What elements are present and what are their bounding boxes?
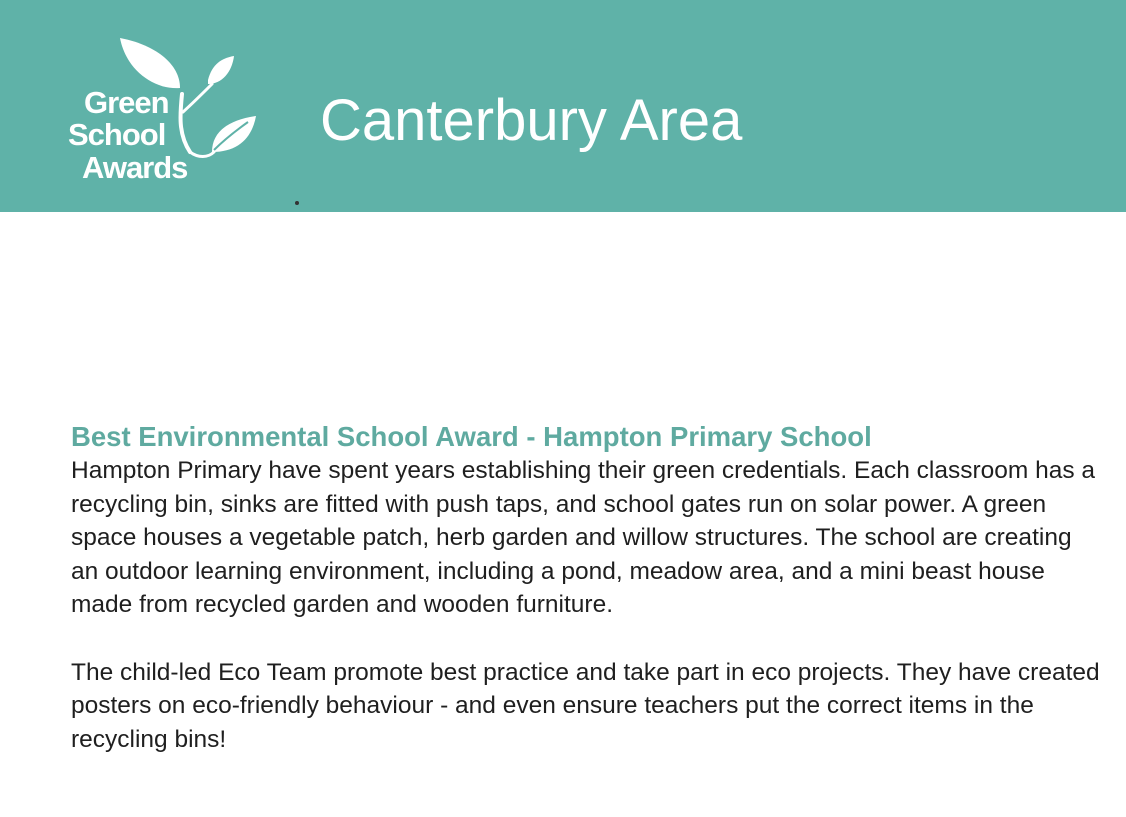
article-paragraph-1: Hampton Primary have spent years establishing their green credentials. Each classroom has a recycling bin, sinks are fitted with push taps, and school gates run on solar power. A green space houses a vegetable patch, herb garden and willow structures. The school are creating an outdoor learning environment, including a pond, meadow area, and a mini beast house made from recycled garden and wooden furniture. [71,457,1096,618]
area-title: Canterbury Area [320,88,743,153]
header-banner [0,0,1126,212]
scan-artifact-dot [295,201,299,205]
logo-text-green: Green [84,85,169,120]
logo-text-awards: Awards [82,150,188,185]
article-paragraph-2: The child-led Eco Team promote best practice and take part in eco projects. They have created posters on eco-friendly behaviour - and even ensure teachers put the correct items in the recycling bins! [71,658,1100,753]
green-school-awards-logo [62,34,272,196]
award-heading: Best Environmental School Award - Hampton Primary School [71,421,872,452]
logo-text-school: School [68,117,166,152]
award-article [71,420,1101,756]
